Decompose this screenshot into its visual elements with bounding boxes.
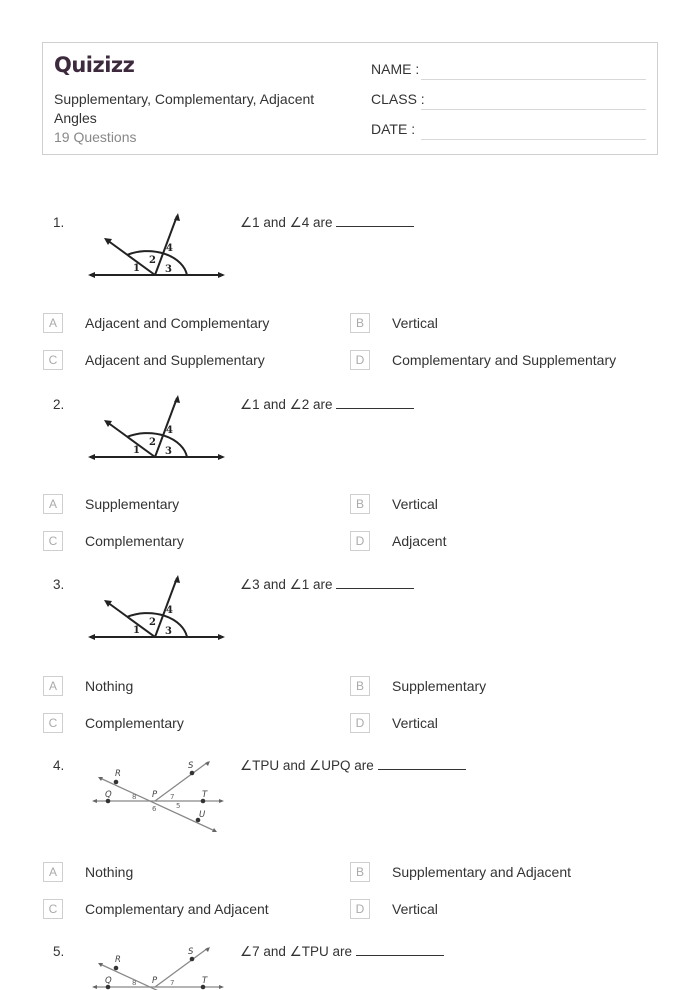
option-text: Complementary and Adjacent <box>85 901 269 917</box>
class-label: CLASS : <box>371 91 425 107</box>
answer-blank[interactable] <box>336 226 414 227</box>
svg-text:5: 5 <box>176 802 181 810</box>
angle-diagram-icon <box>85 210 230 285</box>
option-1a[interactable] <box>43 313 269 333</box>
option-text: Complementary <box>85 715 184 731</box>
option-1c[interactable] <box>43 350 265 370</box>
option-2c[interactable] <box>43 531 184 551</box>
svg-text:3: 3 <box>165 264 172 275</box>
option-3a[interactable] <box>43 676 133 696</box>
svg-text:2: 2 <box>149 437 156 448</box>
angle-diagram-icon <box>85 392 230 467</box>
option-letter: A <box>43 676 63 696</box>
option-2b[interactable] <box>350 494 438 514</box>
question-number: 5. <box>53 944 65 959</box>
quizizz-logo: Quizizz <box>54 53 135 77</box>
option-text: Complementary and Supplementary <box>392 352 617 368</box>
option-1d[interactable] <box>350 350 616 370</box>
svg-text:Q: Q <box>105 790 112 800</box>
option-letter: D <box>350 899 370 919</box>
option-text: Complementary <box>85 533 184 549</box>
option-text: Supplementary and Adjacent <box>392 864 572 880</box>
question-prompt: ∠1 and ∠4 are <box>240 215 414 231</box>
svg-text:7: 7 <box>170 979 175 987</box>
date-field[interactable] <box>371 121 415 137</box>
question-prompt: ∠TPU and ∠UPQ are <box>240 758 466 774</box>
option-letter: C <box>43 350 63 370</box>
question-prompt: ∠3 and ∠1 are <box>240 577 414 593</box>
option-letter: C <box>43 899 63 919</box>
answer-blank[interactable] <box>378 769 466 770</box>
question-count: 19 Questions <box>54 129 137 145</box>
option-2d[interactable] <box>350 531 446 551</box>
question-number: 3. <box>53 577 65 592</box>
name-label: NAME : <box>371 61 420 77</box>
date-label: DATE : <box>371 121 416 137</box>
worksheet-title: Supplementary, Complementary, Adjacent Angles <box>54 91 315 126</box>
line-diagram-icon <box>90 944 225 990</box>
answer-blank[interactable] <box>336 408 414 409</box>
question-number: 1. <box>53 215 65 230</box>
svg-text:R: R <box>115 769 121 779</box>
option-letter: B <box>350 862 370 882</box>
worksheet-header <box>42 42 658 155</box>
option-text: Adjacent <box>392 533 447 549</box>
option-text: Adjacent and Supplementary <box>85 352 265 368</box>
option-3b[interactable] <box>350 676 486 696</box>
svg-text:3: 3 <box>165 626 172 637</box>
class-line[interactable] <box>421 109 646 110</box>
option-4d[interactable] <box>350 899 438 919</box>
option-letter: B <box>350 313 370 333</box>
svg-text:3: 3 <box>165 446 172 457</box>
svg-text:S: S <box>188 947 194 957</box>
svg-text:1: 1 <box>133 263 140 274</box>
option-3d[interactable] <box>350 713 438 733</box>
svg-text:P: P <box>152 976 158 986</box>
date-line[interactable] <box>421 139 646 140</box>
option-letter: A <box>43 313 63 333</box>
svg-text:6: 6 <box>152 805 157 813</box>
svg-text:1: 1 <box>133 625 140 636</box>
option-letter: C <box>43 713 63 733</box>
option-text: Nothing <box>85 864 134 880</box>
question-prompt: ∠1 and ∠2 are <box>240 397 414 413</box>
svg-text:4: 4 <box>166 425 173 436</box>
svg-text:R: R <box>115 955 121 965</box>
svg-text:8: 8 <box>132 979 137 987</box>
class-field[interactable] <box>371 91 425 107</box>
option-4a[interactable] <box>43 862 133 882</box>
svg-text:T: T <box>202 790 208 800</box>
svg-text:4: 4 <box>166 605 173 616</box>
option-text: Vertical <box>392 496 438 512</box>
option-text: Supplementary <box>85 496 180 512</box>
option-letter: A <box>43 494 63 514</box>
option-letter: C <box>43 531 63 551</box>
svg-text:T: T <box>202 976 208 986</box>
option-text: Nothing <box>85 678 134 694</box>
option-text: Supplementary <box>392 678 487 694</box>
option-text: Vertical <box>392 901 438 917</box>
question-number: 2. <box>53 397 65 412</box>
option-text: Adjacent and Complementary <box>85 315 270 331</box>
option-letter: B <box>350 676 370 696</box>
svg-text:2: 2 <box>149 255 156 266</box>
question-number: 4. <box>53 758 65 773</box>
option-1b[interactable] <box>350 313 438 333</box>
angle-diagram-icon <box>85 572 230 647</box>
svg-text:2: 2 <box>149 617 156 628</box>
svg-text:P: P <box>152 790 158 800</box>
option-letter: D <box>350 713 370 733</box>
svg-text:8: 8 <box>132 793 137 801</box>
svg-text:7: 7 <box>170 793 175 801</box>
answer-blank[interactable] <box>336 588 414 589</box>
answer-blank[interactable] <box>356 955 444 956</box>
option-letter: D <box>350 350 370 370</box>
line-diagram-icon <box>90 758 225 833</box>
option-letter: D <box>350 531 370 551</box>
option-2a[interactable] <box>43 494 179 514</box>
question-prompt: ∠7 and ∠TPU are <box>240 944 444 960</box>
svg-text:4: 4 <box>166 243 173 254</box>
option-letter: B <box>350 494 370 514</box>
svg-text:S: S <box>188 761 194 771</box>
option-4b[interactable] <box>350 862 571 882</box>
svg-text:U: U <box>199 810 206 820</box>
option-text: Vertical <box>392 715 438 731</box>
option-letter: A <box>43 862 63 882</box>
option-3c[interactable] <box>43 713 184 733</box>
name-line[interactable] <box>421 79 646 80</box>
svg-text:Q: Q <box>105 976 112 986</box>
option-text: Vertical <box>392 315 438 331</box>
option-4c[interactable] <box>43 899 269 919</box>
svg-text:1: 1 <box>133 445 140 456</box>
name-field[interactable] <box>371 61 419 77</box>
